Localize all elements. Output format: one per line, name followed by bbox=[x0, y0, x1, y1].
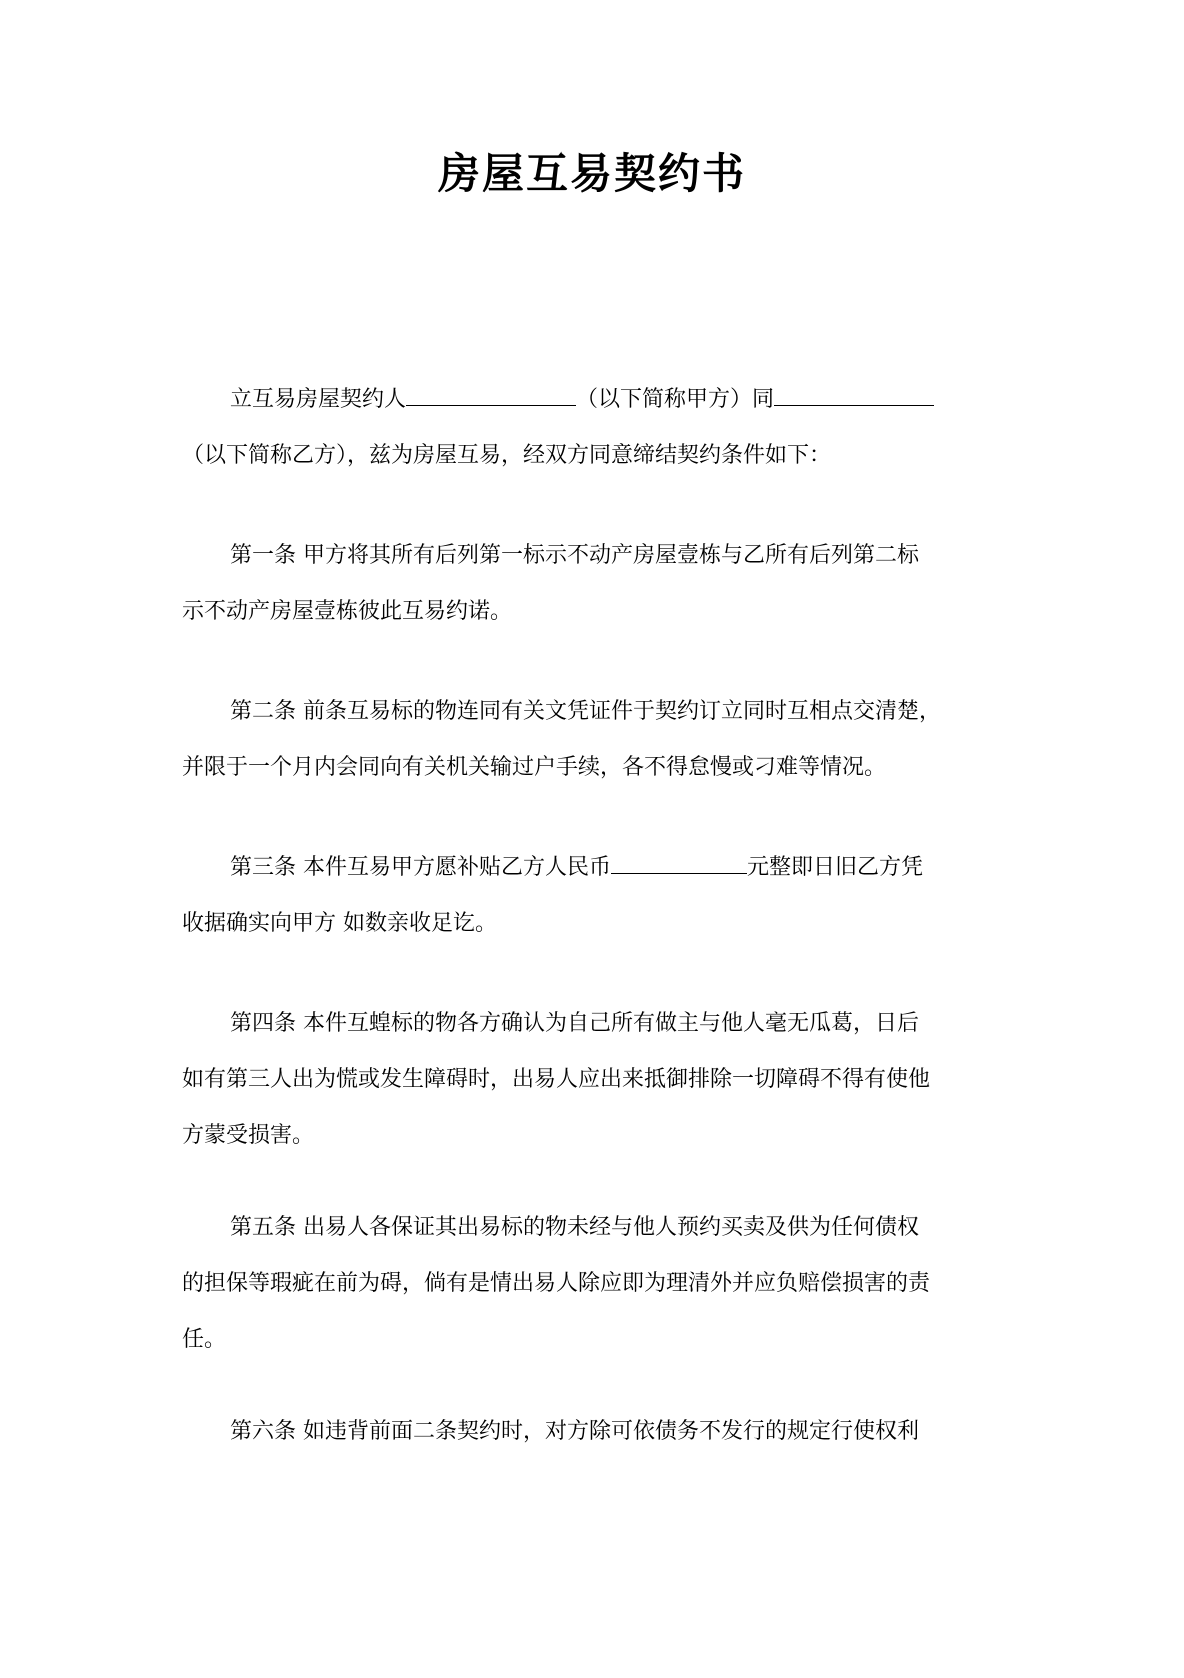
article-5-line-2: 的担保等瑕疵在前为碍，倘有是情出易人除应即为理清外并应负赔偿损害的责 bbox=[182, 1271, 931, 1296]
article-6-line-1: 第六条 如违背前面二条契约时，对方除可依债务不发行的规定行使权利 bbox=[230, 1419, 919, 1444]
article-4-line-1: 第四条 本件互蝗标的物各方确认为自己所有做主与他人毫无瓜葛，日后 bbox=[230, 1011, 919, 1036]
article-6 bbox=[182, 1404, 1002, 1460]
article-3-line-1 bbox=[182, 840, 1002, 896]
preamble-text-b: （以下简称甲方）同 bbox=[576, 387, 775, 412]
preamble-paragraph bbox=[182, 372, 1002, 484]
preamble-line-2: （以下简称乙方），兹为房屋互易，经双方同意缔结契约条件如下： bbox=[182, 443, 832, 468]
article-1-line-1: 第一条 甲方将其所有后列第一标示不动产房屋壹栋与乙所有后列第二标 bbox=[230, 543, 919, 568]
article-4-line-3: 方蒙受损害。 bbox=[182, 1123, 315, 1148]
article-2-line-2: 并限于一个月内会同向有关机关输过户手续，各不得怠慢或刁难等情况。 bbox=[182, 755, 887, 780]
article-4-line-2: 如有第三人出为慌或发生障碍时，出易人应出来抵御排除一切障碍不得有使他 bbox=[182, 1067, 931, 1092]
party-a-blank bbox=[406, 379, 576, 406]
article-3-line-2: 收据确实向甲方 如数亲收足讫。 bbox=[182, 911, 497, 936]
article-2-line-1: 第二条 前条互易标的物连同有关文凭证件于契约订立同时互相点交清楚， bbox=[230, 699, 941, 724]
party-b-blank bbox=[774, 379, 934, 406]
article-1-line-2: 示不动产房屋壹栋彼此互易约诺。 bbox=[182, 599, 513, 624]
article-3-text-a: 第三条 本件互易甲方愿补贴乙方人民币 bbox=[230, 855, 611, 880]
document-title: 房屋互易契约书 bbox=[437, 149, 746, 198]
article-5-line-3: 任。 bbox=[182, 1327, 227, 1352]
amount-blank bbox=[611, 847, 747, 874]
article-3-text-b: 元整即日旧乙方凭 bbox=[747, 855, 924, 880]
article-5 bbox=[182, 1200, 1002, 1368]
article-5-line-1: 第五条 出易人各保证其出易标的物未经与他人预约买卖及供为任何债权 bbox=[230, 1215, 919, 1240]
article-3 bbox=[182, 840, 1002, 952]
preamble-text-a: 立互易房屋契约人 bbox=[230, 387, 407, 412]
article-2 bbox=[182, 684, 1002, 796]
article-4 bbox=[182, 996, 1002, 1164]
preamble-line-1 bbox=[182, 372, 1002, 428]
article-1 bbox=[182, 528, 1002, 640]
